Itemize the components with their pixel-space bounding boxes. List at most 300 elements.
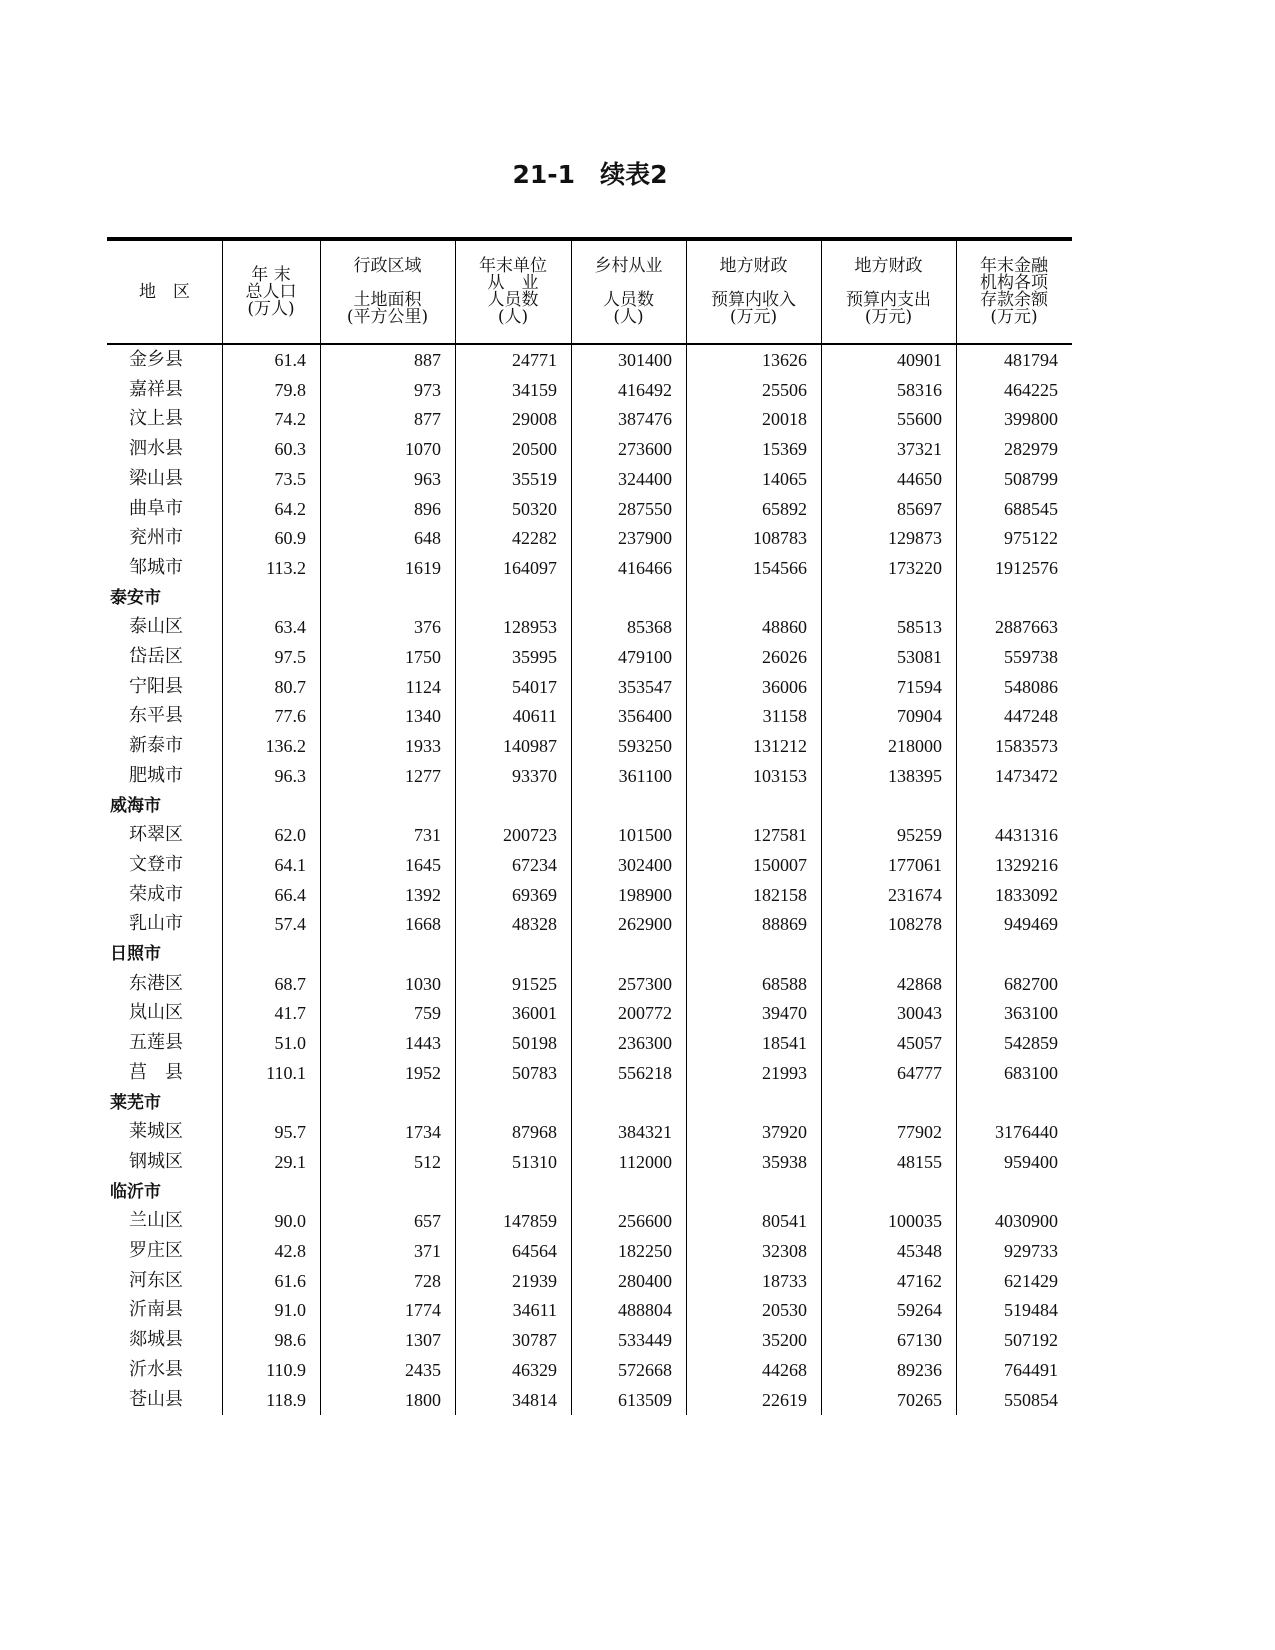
table-cell: 18733 <box>762 1270 807 1291</box>
table-cell: 572668 <box>618 1359 672 1380</box>
table-cell: 688545 <box>1004 498 1058 519</box>
table-cell: 65892 <box>762 498 807 519</box>
table-cell: 975122 <box>1004 528 1058 549</box>
table-cell: 67234 <box>512 854 557 875</box>
table-cell: 548086 <box>1004 676 1058 697</box>
region-name: 嘉祥县 <box>129 378 183 400</box>
region-name: 汶上县 <box>129 408 183 430</box>
region-name: 岚山区 <box>129 1002 183 1024</box>
region-name: 莒 县 <box>129 1061 183 1083</box>
table-cell: 69369 <box>512 884 557 905</box>
table-cell: 164097 <box>503 557 557 578</box>
region-name: 泗水县 <box>129 438 183 460</box>
table-cell: 90.0 <box>274 1211 306 1232</box>
table-cell: 1307 <box>405 1330 441 1351</box>
table-row <box>107 880 1072 910</box>
table-row <box>107 909 1072 939</box>
table-cell: 22619 <box>762 1389 807 1410</box>
table-cell: 129873 <box>888 528 942 549</box>
header-line: 预算内支出 <box>846 290 931 310</box>
table-cell: 1124 <box>405 676 441 697</box>
table-cell: 25506 <box>762 379 807 400</box>
group-row <box>107 1088 1072 1118</box>
column-divider <box>686 241 687 1415</box>
column-divider <box>571 241 572 1415</box>
table-cell: 30043 <box>897 1003 942 1024</box>
table-row <box>107 850 1072 880</box>
table-cell: 110.1 <box>266 1062 306 1083</box>
header-line: (万元) <box>864 307 913 327</box>
header-line: 从 业 <box>487 273 539 293</box>
group-row <box>107 939 1072 969</box>
table-cell: 1833092 <box>995 884 1058 905</box>
column-header <box>107 241 222 343</box>
table-cell: 87968 <box>512 1122 557 1143</box>
header-line: 总人口 <box>245 281 297 302</box>
table-cell: 963 <box>414 468 441 489</box>
table-cell: 44650 <box>897 468 942 489</box>
table-cell: 26026 <box>762 647 807 667</box>
table-cell: 387476 <box>618 409 672 430</box>
table-cell: 110.9 <box>266 1359 306 1380</box>
table-cell: 18541 <box>762 1033 807 1054</box>
table-cell: 731 <box>414 825 441 846</box>
table-cell: 507192 <box>1004 1330 1058 1351</box>
header-line: 地方财政 <box>719 256 788 276</box>
header-line: 地 区 <box>139 281 190 302</box>
table-cell: 89236 <box>897 1359 942 1380</box>
table-cell: 218000 <box>888 736 942 757</box>
table-row <box>107 672 1072 702</box>
table-cell: 1070 <box>405 439 441 460</box>
table-cell: 35995 <box>512 647 557 667</box>
table-cell: 1734 <box>405 1122 441 1143</box>
table-cell: 47162 <box>897 1270 942 1291</box>
table-cell: 70904 <box>897 706 942 727</box>
table-cell: 356400 <box>618 706 672 727</box>
table-cell: 519484 <box>1004 1300 1058 1321</box>
table-cell: 63.4 <box>274 617 306 638</box>
table-cell: 74.2 <box>274 409 306 430</box>
region-name: 莱城区 <box>129 1121 183 1143</box>
table-cell: 384321 <box>618 1122 672 1143</box>
table-row <box>107 761 1072 791</box>
table-cell: 2435 <box>405 1359 441 1380</box>
header-line: 预算内收入 <box>711 290 796 310</box>
table-cell: 24771 <box>512 350 557 370</box>
table-cell: 46329 <box>512 1359 557 1380</box>
table-cell: 44268 <box>762 1359 807 1380</box>
table-cell: 60.9 <box>274 528 306 549</box>
table-cell: 3176440 <box>995 1122 1058 1143</box>
table-cell: 103153 <box>753 765 807 786</box>
table-cell: 371 <box>414 1241 441 1261</box>
group-label: 泰安市 <box>110 587 161 608</box>
table-cell: 108278 <box>888 914 942 935</box>
table-cell: 53081 <box>897 647 942 667</box>
table-cell: 35519 <box>512 468 557 489</box>
table-cell: 61.6 <box>274 1270 306 1291</box>
header-line: (人) <box>613 307 644 327</box>
table-cell: 1473472 <box>995 765 1058 786</box>
table-cell: 399800 <box>1004 409 1058 430</box>
table-cell: 182158 <box>753 884 807 905</box>
table-cell: 21939 <box>512 1270 557 1291</box>
table-cell: 73.5 <box>274 468 306 489</box>
header-line: 人员数 <box>487 290 539 310</box>
table-cell: 112000 <box>618 1151 672 1172</box>
table-cell: 1668 <box>405 914 441 935</box>
table-cell: 48328 <box>512 914 557 935</box>
table-row <box>107 553 1072 583</box>
table-cell: 34814 <box>512 1389 557 1410</box>
table-row <box>107 404 1072 434</box>
table-cell: 100035 <box>888 1211 942 1232</box>
table-cell: 301400 <box>618 350 672 370</box>
table-cell: 1619 <box>405 557 441 578</box>
table-cell: 34611 <box>512 1300 557 1321</box>
region-name: 荣成市 <box>129 883 183 905</box>
table-cell: 648 <box>414 528 441 549</box>
region-name: 新泰市 <box>129 735 183 757</box>
group-row <box>107 583 1072 613</box>
table-cell: 32308 <box>762 1241 807 1261</box>
column-header <box>222 241 320 343</box>
region-name: 兖州市 <box>129 527 183 549</box>
table-cell: 40901 <box>897 350 942 370</box>
table-cell: 416492 <box>618 379 672 400</box>
column-divider <box>455 241 456 1415</box>
region-name: 肥城市 <box>129 764 183 786</box>
table-cell: 37321 <box>897 439 942 460</box>
table-cell: 550854 <box>1004 1389 1058 1410</box>
table-cell: 91525 <box>512 973 557 994</box>
table-cell: 45348 <box>897 1241 942 1261</box>
table-cell: 101500 <box>618 825 672 846</box>
table-row <box>107 820 1072 850</box>
table-row <box>107 998 1072 1028</box>
region-name: 罗庄区 <box>129 1240 183 1261</box>
table-cell: 85368 <box>627 617 672 638</box>
region-name: 东平县 <box>129 705 183 727</box>
table-cell: 508799 <box>1004 468 1058 489</box>
table-cell: 262900 <box>618 914 672 935</box>
table-row <box>107 345 1072 375</box>
region-name: 苍山县 <box>129 1388 183 1410</box>
header-line: 人员数 <box>603 290 654 310</box>
table-cell: 287550 <box>618 498 672 519</box>
region-name: 郯城县 <box>129 1329 183 1351</box>
table-cell: 1645 <box>405 854 441 875</box>
table-cell: 2887663 <box>995 617 1058 638</box>
table-cell: 593250 <box>618 736 672 757</box>
table-cell: 51.0 <box>274 1033 306 1054</box>
table-cell: 1277 <box>405 765 441 786</box>
region-name: 东港区 <box>129 972 183 994</box>
region-name: 环翠区 <box>129 824 183 846</box>
region-name: 泰山区 <box>129 616 183 638</box>
header-line: (平方公里) <box>346 307 429 327</box>
region-name: 沂南县 <box>129 1299 183 1321</box>
table-cell: 50198 <box>512 1033 557 1054</box>
region-name: 邹城市 <box>129 556 183 578</box>
table-cell: 113.2 <box>266 557 306 578</box>
table-cell: 80541 <box>762 1211 807 1232</box>
table-cell: 42.8 <box>274 1241 306 1261</box>
table-cell: 77.6 <box>274 706 306 727</box>
table-cell: 896 <box>414 498 441 519</box>
table-row <box>107 1266 1072 1296</box>
table-cell: 77902 <box>897 1122 942 1143</box>
header-line: 地方财政 <box>854 256 923 276</box>
table-row <box>107 464 1072 494</box>
table-cell: 36006 <box>762 676 807 697</box>
table-row <box>107 1058 1072 1088</box>
table-cell: 728 <box>414 1270 441 1291</box>
table-cell: 488804 <box>618 1300 672 1321</box>
table-cell: 42282 <box>512 528 557 549</box>
table-cell: 97.5 <box>274 647 306 667</box>
table-cell: 48860 <box>762 617 807 638</box>
table-cell: 30787 <box>512 1330 557 1351</box>
table-cell: 15369 <box>762 439 807 460</box>
table-cell: 613509 <box>618 1389 672 1410</box>
table-cell: 54017 <box>512 676 557 697</box>
table-cell: 1340 <box>405 706 441 727</box>
table-cell: 37920 <box>762 1122 807 1143</box>
table-cell: 237900 <box>618 528 672 549</box>
column-divider <box>821 241 822 1415</box>
table-row <box>107 494 1072 524</box>
table-row <box>107 1117 1072 1147</box>
table-cell: 150007 <box>753 854 807 875</box>
table-cell: 929733 <box>1004 1241 1058 1261</box>
table-cell: 280400 <box>618 1270 672 1291</box>
table-cell: 127581 <box>753 825 807 846</box>
table-cell: 31158 <box>762 706 807 727</box>
table-cell: 128953 <box>503 617 557 638</box>
table-cell: 67130 <box>897 1330 942 1351</box>
table-cell: 363100 <box>1004 1003 1058 1024</box>
table-cell: 95.7 <box>274 1122 306 1143</box>
table-cell: 39470 <box>762 1003 807 1024</box>
region-name: 岱岳区 <box>129 646 183 667</box>
group-row <box>107 1177 1072 1207</box>
group-label: 日照市 <box>110 944 161 964</box>
table-cell: 302400 <box>618 854 672 875</box>
table-cell: 512 <box>414 1151 441 1172</box>
table-cell: 1329216 <box>995 854 1058 875</box>
header-line: (万元) <box>729 307 778 327</box>
table-cell: 324400 <box>618 468 672 489</box>
table-cell: 131212 <box>753 736 807 757</box>
column-divider <box>956 241 957 1415</box>
group-label: 临沂市 <box>110 1181 161 1202</box>
table-cell: 35938 <box>762 1151 807 1172</box>
table-cell: 35200 <box>762 1330 807 1351</box>
region-name: 兰山区 <box>129 1210 183 1232</box>
region-name: 金乡县 <box>129 349 183 370</box>
table-cell: 91.0 <box>274 1300 306 1321</box>
table-cell: 36001 <box>512 1003 557 1024</box>
table-cell: 20500 <box>512 439 557 460</box>
table-cell: 1030 <box>405 973 441 994</box>
region-name: 河东区 <box>129 1269 183 1291</box>
table-cell: 34159 <box>512 379 557 400</box>
table-cell: 1583573 <box>995 736 1058 757</box>
table-cell: 657 <box>414 1211 441 1232</box>
table-cell: 154566 <box>753 557 807 578</box>
header-line: 存款余额 <box>980 290 1048 310</box>
table-row <box>107 1295 1072 1325</box>
table-cell: 68588 <box>762 973 807 994</box>
table-cell: 20530 <box>762 1300 807 1321</box>
table-cell: 182250 <box>618 1241 672 1261</box>
table-cell: 376 <box>414 617 441 638</box>
table-cell: 20018 <box>762 409 807 430</box>
header-line: 年末金融 <box>980 256 1048 276</box>
table-cell: 682700 <box>1004 973 1058 994</box>
table-cell: 479100 <box>618 647 672 667</box>
table-row <box>107 1206 1072 1236</box>
table-cell: 559738 <box>1004 647 1058 667</box>
table-cell: 481794 <box>1004 350 1058 370</box>
column-header <box>686 241 821 343</box>
table-cell: 759 <box>414 1003 441 1024</box>
table-cell: 60.3 <box>274 439 306 460</box>
table-cell: 95259 <box>897 825 942 846</box>
table-cell: 556218 <box>618 1062 672 1083</box>
table-cell: 40611 <box>512 706 557 727</box>
table-title: 21-1 续表2 <box>512 160 668 189</box>
table-cell: 4030900 <box>995 1211 1058 1232</box>
table-cell: 236300 <box>618 1033 672 1054</box>
table-row <box>107 1355 1072 1385</box>
table-cell: 200723 <box>503 825 557 846</box>
table-cell: 257300 <box>618 973 672 994</box>
table-cell: 1750 <box>405 647 441 667</box>
header-line: (万元) <box>990 307 1038 327</box>
table-cell: 1800 <box>405 1389 441 1410</box>
table-cell: 48155 <box>897 1151 942 1172</box>
table-cell: 1443 <box>405 1033 441 1054</box>
table-cell: 85697 <box>897 498 942 519</box>
header-line: 年 末 <box>251 264 291 285</box>
table-cell: 949469 <box>1004 914 1058 935</box>
table-cell: 1912576 <box>995 557 1058 578</box>
table-cell: 4431316 <box>995 825 1058 846</box>
header-line: 年末单位 <box>479 256 547 276</box>
table-cell: 64.2 <box>274 498 306 519</box>
table-cell: 62.0 <box>274 825 306 846</box>
header-line: 机构各项 <box>980 273 1048 293</box>
column-header <box>571 241 686 343</box>
table-cell: 464225 <box>1004 379 1058 400</box>
table-cell: 1774 <box>405 1300 441 1321</box>
table-cell: 200772 <box>618 1003 672 1024</box>
table-cell: 13626 <box>762 350 807 370</box>
table-row <box>107 612 1072 642</box>
table-cell: 45057 <box>897 1033 942 1054</box>
table-cell: 140987 <box>503 736 557 757</box>
table-cell: 138395 <box>888 765 942 786</box>
table-cell: 61.4 <box>274 350 306 370</box>
table-cell: 136.2 <box>265 736 306 757</box>
table-cell: 887 <box>414 350 441 370</box>
region-name: 梁山县 <box>129 467 183 489</box>
table-cell: 231674 <box>888 884 942 905</box>
table-cell: 621429 <box>1004 1270 1058 1291</box>
table-cell: 96.3 <box>274 765 306 786</box>
table-cell: 79.8 <box>274 379 306 400</box>
table-row <box>107 642 1072 672</box>
table-cell: 58316 <box>897 379 942 400</box>
table-cell: 173220 <box>888 557 942 578</box>
table-cell: 21993 <box>762 1062 807 1083</box>
table-row <box>107 375 1072 405</box>
table-cell: 29.1 <box>274 1151 306 1172</box>
table-cell: 533449 <box>618 1330 672 1351</box>
table-cell: 88869 <box>762 914 807 935</box>
table-cell: 55600 <box>897 409 942 430</box>
region-name: 曲阜市 <box>129 497 183 519</box>
column-divider <box>320 241 321 1415</box>
table-cell: 71594 <box>897 676 942 697</box>
table-cell: 764491 <box>1004 1359 1058 1380</box>
table-cell: 447248 <box>1004 706 1058 727</box>
table-cell: 42868 <box>897 973 942 994</box>
table-cell: 29008 <box>512 409 557 430</box>
table-cell: 959400 <box>1004 1151 1058 1172</box>
table-cell: 51310 <box>512 1151 557 1172</box>
table-cell: 108783 <box>753 528 807 549</box>
region-name: 五莲县 <box>129 1032 183 1054</box>
table-cell: 57.4 <box>274 914 306 935</box>
region-name: 宁阳县 <box>129 675 183 697</box>
group-row <box>107 791 1072 821</box>
header-line: (万人) <box>247 298 295 319</box>
table-row <box>107 523 1072 553</box>
table-cell: 68.7 <box>274 973 306 994</box>
column-header <box>821 241 956 343</box>
table-cell: 93370 <box>512 765 557 786</box>
table-cell: 353547 <box>618 676 672 697</box>
table-cell: 70265 <box>897 1389 942 1410</box>
table-cell: 64564 <box>512 1241 557 1261</box>
table-row <box>107 1236 1072 1266</box>
table-cell: 1392 <box>405 884 441 905</box>
group-label: 威海市 <box>110 795 161 816</box>
table-cell: 147859 <box>503 1211 557 1232</box>
table-cell: 177061 <box>888 854 942 875</box>
table-cell: 273600 <box>618 439 672 460</box>
table-cell: 973 <box>414 379 441 400</box>
table-cell: 41.7 <box>274 1003 306 1024</box>
table-row <box>107 434 1072 464</box>
table-cell: 198900 <box>618 884 672 905</box>
header-line: (人) <box>497 307 529 327</box>
table-cell: 361100 <box>618 765 672 786</box>
table-cell: 256600 <box>618 1211 672 1232</box>
table-cell: 64777 <box>897 1062 942 1083</box>
table-cell: 1952 <box>405 1062 441 1083</box>
table-row <box>107 1147 1072 1177</box>
table-cell: 98.6 <box>274 1330 306 1351</box>
table-row <box>107 1385 1072 1415</box>
table-cell: 59264 <box>897 1300 942 1321</box>
table-row <box>107 1028 1072 1058</box>
table-cell: 14065 <box>762 468 807 489</box>
